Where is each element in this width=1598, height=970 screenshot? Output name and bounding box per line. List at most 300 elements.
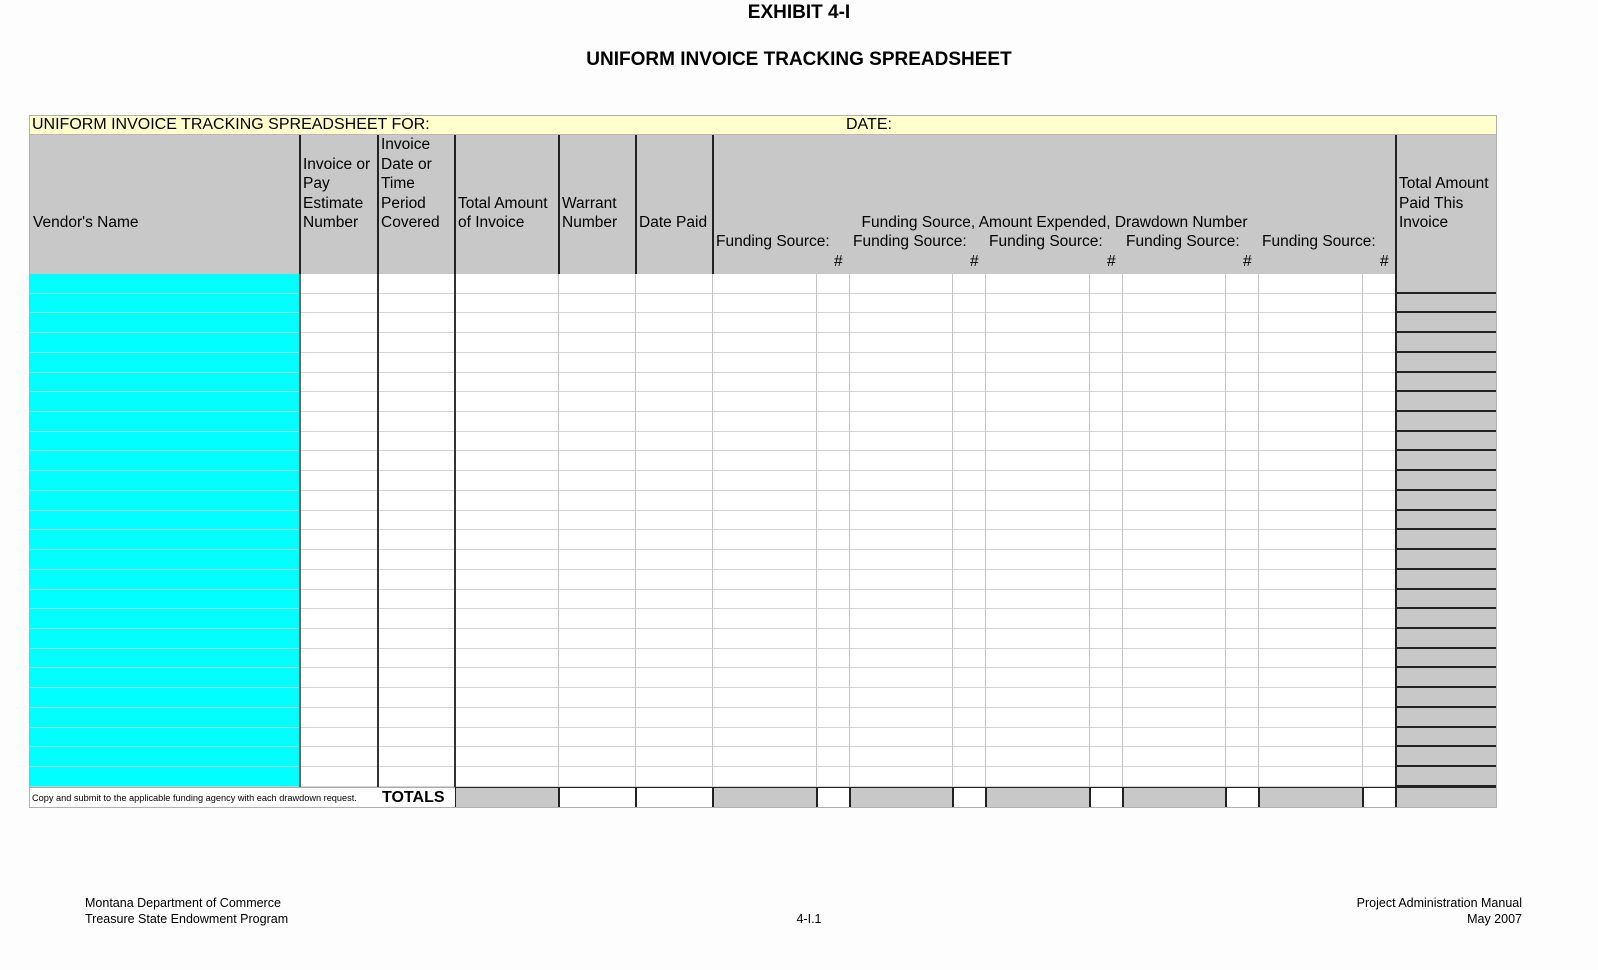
total-paid-cell[interactable] <box>1396 708 1497 728</box>
table-cell[interactable] <box>1363 373 1396 393</box>
table-cell[interactable] <box>1259 688 1363 708</box>
table-cell[interactable] <box>953 649 986 669</box>
table-cell[interactable] <box>455 668 559 688</box>
table-cell[interactable] <box>1090 590 1123 610</box>
table-cell[interactable] <box>636 590 713 610</box>
table-cell[interactable] <box>559 294 636 314</box>
table-cell[interactable] <box>300 412 378 432</box>
table-cell[interactable] <box>986 333 1090 353</box>
table-cell[interactable] <box>636 274 713 294</box>
vendor-name-cell[interactable] <box>29 649 300 669</box>
table-cell[interactable] <box>378 313 455 333</box>
table-cell[interactable] <box>817 392 850 412</box>
table-cell[interactable] <box>559 530 636 550</box>
table-cell[interactable] <box>1090 471 1123 491</box>
table-cell[interactable] <box>455 530 559 550</box>
table-cell[interactable] <box>455 373 559 393</box>
vendor-name-cell[interactable] <box>29 471 300 491</box>
table-cell[interactable] <box>1363 412 1396 432</box>
table-cell[interactable] <box>1259 728 1363 748</box>
table-cell[interactable] <box>455 412 559 432</box>
table-cell[interactable] <box>1363 688 1396 708</box>
vendor-name-cell[interactable] <box>29 511 300 531</box>
table-cell[interactable] <box>1123 353 1226 373</box>
table-cell[interactable] <box>1090 530 1123 550</box>
totals-cell[interactable] <box>713 787 817 808</box>
table-cell[interactable] <box>986 412 1090 432</box>
table-cell[interactable] <box>713 609 817 629</box>
total-paid-cell[interactable] <box>1396 353 1497 373</box>
table-cell[interactable] <box>713 767 817 787</box>
table-cell[interactable] <box>817 451 850 471</box>
table-cell[interactable] <box>850 747 953 767</box>
table-cell[interactable] <box>455 294 559 314</box>
vendor-name-cell[interactable] <box>29 333 300 353</box>
table-cell[interactable] <box>1259 511 1363 531</box>
table-cell[interactable] <box>300 353 378 373</box>
table-cell[interactable] <box>1090 550 1123 570</box>
table-cell[interactable] <box>850 708 953 728</box>
table-cell[interactable] <box>559 708 636 728</box>
table-cell[interactable] <box>1259 570 1363 590</box>
table-cell[interactable] <box>713 570 817 590</box>
total-paid-cell[interactable] <box>1396 412 1497 432</box>
table-cell[interactable] <box>1363 728 1396 748</box>
table-cell[interactable] <box>713 353 817 373</box>
total-paid-cell[interactable] <box>1396 294 1497 314</box>
table-cell[interactable] <box>817 649 850 669</box>
table-cell[interactable] <box>1363 294 1396 314</box>
table-cell[interactable] <box>953 668 986 688</box>
table-cell[interactable] <box>636 471 713 491</box>
vendor-name-cell[interactable] <box>29 590 300 610</box>
table-cell[interactable] <box>455 747 559 767</box>
table-cell[interactable] <box>850 688 953 708</box>
table-cell[interactable] <box>713 590 817 610</box>
vendor-name-cell[interactable] <box>29 274 300 294</box>
table-cell[interactable] <box>1090 392 1123 412</box>
table-cell[interactable] <box>300 491 378 511</box>
table-cell[interactable] <box>1090 373 1123 393</box>
table-cell[interactable] <box>1123 392 1226 412</box>
table-cell[interactable] <box>455 728 559 748</box>
table-cell[interactable] <box>953 353 986 373</box>
table-cell[interactable] <box>1363 708 1396 728</box>
table-cell[interactable] <box>1090 353 1123 373</box>
table-cell[interactable] <box>1226 570 1259 590</box>
table-cell[interactable] <box>636 708 713 728</box>
table-cell[interactable] <box>1259 629 1363 649</box>
table-cell[interactable] <box>1226 274 1259 294</box>
vendor-name-cell[interactable] <box>29 688 300 708</box>
total-paid-cell[interactable] <box>1396 747 1497 767</box>
table-cell[interactable] <box>378 530 455 550</box>
table-cell[interactable] <box>817 609 850 629</box>
table-cell[interactable] <box>817 767 850 787</box>
table-cell[interactable] <box>1090 688 1123 708</box>
table-cell[interactable] <box>378 412 455 432</box>
table-cell[interactable] <box>713 491 817 511</box>
table-cell[interactable] <box>1090 313 1123 333</box>
table-cell[interactable] <box>713 451 817 471</box>
table-cell[interactable] <box>300 747 378 767</box>
table-cell[interactable] <box>1123 432 1226 452</box>
table-cell[interactable] <box>986 313 1090 333</box>
table-cell[interactable] <box>713 747 817 767</box>
table-cell[interactable] <box>817 412 850 432</box>
table-cell[interactable] <box>1226 313 1259 333</box>
table-cell[interactable] <box>455 688 559 708</box>
table-cell[interactable] <box>636 767 713 787</box>
table-cell[interactable] <box>850 471 953 491</box>
table-cell[interactable] <box>1090 491 1123 511</box>
table-cell[interactable] <box>1090 274 1123 294</box>
table-cell[interactable] <box>817 432 850 452</box>
table-cell[interactable] <box>1123 570 1226 590</box>
table-cell[interactable] <box>986 550 1090 570</box>
table-cell[interactable] <box>300 333 378 353</box>
table-cell[interactable] <box>455 767 559 787</box>
table-cell[interactable] <box>1226 432 1259 452</box>
table-cell[interactable] <box>300 649 378 669</box>
table-cell[interactable] <box>1363 274 1396 294</box>
table-cell[interactable] <box>300 274 378 294</box>
table-cell[interactable] <box>953 708 986 728</box>
vendor-name-cell[interactable] <box>29 530 300 550</box>
table-cell[interactable] <box>1259 294 1363 314</box>
table-cell[interactable] <box>378 373 455 393</box>
total-paid-cell[interactable] <box>1396 491 1497 511</box>
table-cell[interactable] <box>378 747 455 767</box>
table-cell[interactable] <box>1259 649 1363 669</box>
table-cell[interactable] <box>1259 668 1363 688</box>
table-cell[interactable] <box>300 550 378 570</box>
table-cell[interactable] <box>986 570 1090 590</box>
table-cell[interactable] <box>559 313 636 333</box>
table-cell[interactable] <box>713 294 817 314</box>
totals-cell[interactable] <box>559 787 636 808</box>
table-cell[interactable] <box>1123 294 1226 314</box>
table-cell[interactable] <box>713 688 817 708</box>
table-cell[interactable] <box>455 570 559 590</box>
vendor-name-cell[interactable] <box>29 708 300 728</box>
total-paid-cell[interactable] <box>1396 471 1497 491</box>
table-cell[interactable] <box>1123 373 1226 393</box>
table-cell[interactable] <box>378 590 455 610</box>
table-cell[interactable] <box>817 747 850 767</box>
table-cell[interactable] <box>1259 274 1363 294</box>
table-cell[interactable] <box>300 530 378 550</box>
table-cell[interactable] <box>986 432 1090 452</box>
table-cell[interactable] <box>300 451 378 471</box>
table-cell[interactable] <box>1363 629 1396 649</box>
table-cell[interactable] <box>986 668 1090 688</box>
table-cell[interactable] <box>1259 550 1363 570</box>
table-cell[interactable] <box>850 274 953 294</box>
table-cell[interactable] <box>817 688 850 708</box>
table-cell[interactable] <box>300 392 378 412</box>
table-cell[interactable] <box>1123 649 1226 669</box>
table-cell[interactable] <box>455 511 559 531</box>
table-cell[interactable] <box>953 392 986 412</box>
table-cell[interactable] <box>953 471 986 491</box>
table-cell[interactable] <box>1090 728 1123 748</box>
table-cell[interactable] <box>455 451 559 471</box>
total-paid-cell[interactable] <box>1396 373 1497 393</box>
table-cell[interactable] <box>713 373 817 393</box>
table-cell[interactable] <box>1363 491 1396 511</box>
table-cell[interactable] <box>817 629 850 649</box>
total-paid-cell[interactable] <box>1396 590 1497 610</box>
table-cell[interactable] <box>1363 668 1396 688</box>
table-cell[interactable] <box>559 353 636 373</box>
table-cell[interactable] <box>559 688 636 708</box>
table-cell[interactable] <box>713 708 817 728</box>
vendor-name-cell[interactable] <box>29 432 300 452</box>
table-cell[interactable] <box>455 313 559 333</box>
table-cell[interactable] <box>953 511 986 531</box>
vendor-name-cell[interactable] <box>29 294 300 314</box>
table-cell[interactable] <box>455 491 559 511</box>
table-cell[interactable] <box>1123 629 1226 649</box>
vendor-name-cell[interactable] <box>29 353 300 373</box>
table-cell[interactable] <box>300 294 378 314</box>
totals-cell[interactable] <box>455 787 559 808</box>
table-cell[interactable] <box>850 550 953 570</box>
table-cell[interactable] <box>1259 530 1363 550</box>
table-cell[interactable] <box>817 511 850 531</box>
table-cell[interactable] <box>986 708 1090 728</box>
table-cell[interactable] <box>636 333 713 353</box>
table-cell[interactable] <box>559 728 636 748</box>
table-cell[interactable] <box>1090 294 1123 314</box>
table-cell[interactable] <box>1123 747 1226 767</box>
table-cell[interactable] <box>1226 590 1259 610</box>
table-cell[interactable] <box>1090 767 1123 787</box>
table-cell[interactable] <box>378 491 455 511</box>
table-cell[interactable] <box>378 511 455 531</box>
table-cell[interactable] <box>378 668 455 688</box>
total-paid-cell[interactable] <box>1396 333 1497 353</box>
table-cell[interactable] <box>1259 708 1363 728</box>
table-cell[interactable] <box>953 767 986 787</box>
table-cell[interactable] <box>1123 313 1226 333</box>
table-cell[interactable] <box>1123 530 1226 550</box>
table-cell[interactable] <box>817 353 850 373</box>
table-cell[interactable] <box>1226 491 1259 511</box>
table-cell[interactable] <box>817 491 850 511</box>
table-cell[interactable] <box>1090 609 1123 629</box>
table-cell[interactable] <box>1123 333 1226 353</box>
table-cell[interactable] <box>378 392 455 412</box>
table-cell[interactable] <box>1123 668 1226 688</box>
table-cell[interactable] <box>559 491 636 511</box>
table-cell[interactable] <box>713 629 817 649</box>
table-cell[interactable] <box>636 550 713 570</box>
totals-cell[interactable] <box>850 787 953 808</box>
table-cell[interactable] <box>455 708 559 728</box>
total-paid-cell[interactable] <box>1396 767 1497 787</box>
table-cell[interactable] <box>953 373 986 393</box>
table-cell[interactable] <box>850 412 953 432</box>
table-cell[interactable] <box>559 511 636 531</box>
table-cell[interactable] <box>1259 333 1363 353</box>
table-cell[interactable] <box>713 471 817 491</box>
vendor-name-cell[interactable] <box>29 668 300 688</box>
table-cell[interactable] <box>1123 412 1226 432</box>
vendor-name-cell[interactable] <box>29 550 300 570</box>
vendor-name-cell[interactable] <box>29 491 300 511</box>
total-paid-cell[interactable] <box>1396 629 1497 649</box>
vendor-name-cell[interactable] <box>29 609 300 629</box>
table-cell[interactable] <box>986 294 1090 314</box>
table-cell[interactable] <box>300 590 378 610</box>
table-cell[interactable] <box>1226 767 1259 787</box>
table-cell[interactable] <box>953 333 986 353</box>
table-cell[interactable] <box>953 491 986 511</box>
table-cell[interactable] <box>1226 373 1259 393</box>
table-cell[interactable] <box>850 294 953 314</box>
table-cell[interactable] <box>1259 412 1363 432</box>
table-cell[interactable] <box>1363 451 1396 471</box>
table-cell[interactable] <box>1123 708 1226 728</box>
table-cell[interactable] <box>300 373 378 393</box>
table-cell[interactable] <box>378 767 455 787</box>
table-cell[interactable] <box>1259 392 1363 412</box>
table-cell[interactable] <box>953 550 986 570</box>
totals-cell[interactable] <box>636 787 713 808</box>
table-cell[interactable] <box>1259 609 1363 629</box>
table-cell[interactable] <box>713 333 817 353</box>
table-cell[interactable] <box>817 333 850 353</box>
table-cell[interactable] <box>1226 511 1259 531</box>
table-cell[interactable] <box>713 274 817 294</box>
table-cell[interactable] <box>1259 747 1363 767</box>
table-cell[interactable] <box>850 313 953 333</box>
table-cell[interactable] <box>1123 767 1226 787</box>
table-cell[interactable] <box>1259 590 1363 610</box>
table-cell[interactable] <box>378 570 455 590</box>
table-cell[interactable] <box>1226 708 1259 728</box>
table-cell[interactable] <box>1226 649 1259 669</box>
total-paid-cell[interactable] <box>1396 451 1497 471</box>
table-cell[interactable] <box>378 294 455 314</box>
table-cell[interactable] <box>1259 767 1363 787</box>
table-cell[interactable] <box>559 333 636 353</box>
table-cell[interactable] <box>1363 353 1396 373</box>
table-cell[interactable] <box>713 313 817 333</box>
table-cell[interactable] <box>1090 668 1123 688</box>
table-cell[interactable] <box>817 274 850 294</box>
totals-cell[interactable] <box>1259 787 1363 808</box>
table-cell[interactable] <box>953 412 986 432</box>
table-cell[interactable] <box>986 392 1090 412</box>
table-cell[interactable] <box>636 609 713 629</box>
table-cell[interactable] <box>1123 491 1226 511</box>
table-cell[interactable] <box>713 412 817 432</box>
table-cell[interactable] <box>817 708 850 728</box>
table-cell[interactable] <box>378 451 455 471</box>
table-cell[interactable] <box>636 313 713 333</box>
table-cell[interactable] <box>636 451 713 471</box>
table-cell[interactable] <box>300 570 378 590</box>
table-cell[interactable] <box>953 688 986 708</box>
table-cell[interactable] <box>636 491 713 511</box>
table-cell[interactable] <box>559 767 636 787</box>
table-cell[interactable] <box>1226 629 1259 649</box>
table-cell[interactable] <box>1090 570 1123 590</box>
table-cell[interactable] <box>636 649 713 669</box>
total-paid-cell[interactable] <box>1396 649 1497 669</box>
table-cell[interactable] <box>953 629 986 649</box>
table-cell[interactable] <box>953 609 986 629</box>
table-cell[interactable] <box>1363 333 1396 353</box>
table-cell[interactable] <box>850 451 953 471</box>
table-cell[interactable] <box>986 728 1090 748</box>
table-cell[interactable] <box>713 668 817 688</box>
table-cell[interactable] <box>1363 511 1396 531</box>
table-cell[interactable] <box>300 708 378 728</box>
table-cell[interactable] <box>636 570 713 590</box>
table-cell[interactable] <box>559 570 636 590</box>
totals-cell[interactable] <box>817 787 850 808</box>
totals-cell[interactable] <box>1226 787 1259 808</box>
table-cell[interactable] <box>850 590 953 610</box>
table-cell[interactable] <box>1363 747 1396 767</box>
table-cell[interactable] <box>817 550 850 570</box>
table-cell[interactable] <box>636 511 713 531</box>
table-cell[interactable] <box>1090 333 1123 353</box>
table-cell[interactable] <box>1226 668 1259 688</box>
table-cell[interactable] <box>1123 688 1226 708</box>
table-cell[interactable] <box>455 333 559 353</box>
table-cell[interactable] <box>1363 313 1396 333</box>
table-cell[interactable] <box>378 708 455 728</box>
table-cell[interactable] <box>559 747 636 767</box>
table-cell[interactable] <box>1090 747 1123 767</box>
table-cell[interactable] <box>378 432 455 452</box>
table-cell[interactable] <box>1363 767 1396 787</box>
table-cell[interactable] <box>1123 609 1226 629</box>
table-cell[interactable] <box>455 649 559 669</box>
vendor-name-cell[interactable] <box>29 392 300 412</box>
table-cell[interactable] <box>1226 471 1259 491</box>
table-cell[interactable] <box>378 609 455 629</box>
table-cell[interactable] <box>713 432 817 452</box>
totals-cell[interactable] <box>953 787 986 808</box>
totals-cell[interactable] <box>1396 787 1497 808</box>
table-cell[interactable] <box>378 333 455 353</box>
table-cell[interactable] <box>300 668 378 688</box>
table-cell[interactable] <box>953 590 986 610</box>
table-cell[interactable] <box>1090 708 1123 728</box>
vendor-name-cell[interactable] <box>29 629 300 649</box>
table-cell[interactable] <box>455 274 559 294</box>
table-cell[interactable] <box>636 353 713 373</box>
table-cell[interactable] <box>1363 471 1396 491</box>
table-cell[interactable] <box>850 333 953 353</box>
total-paid-cell[interactable] <box>1396 530 1497 550</box>
table-cell[interactable] <box>850 530 953 550</box>
table-cell[interactable] <box>559 471 636 491</box>
table-cell[interactable] <box>953 432 986 452</box>
table-cell[interactable] <box>713 392 817 412</box>
table-cell[interactable] <box>1090 451 1123 471</box>
table-cell[interactable] <box>1090 629 1123 649</box>
table-cell[interactable] <box>300 688 378 708</box>
table-cell[interactable] <box>300 767 378 787</box>
table-cell[interactable] <box>1226 530 1259 550</box>
